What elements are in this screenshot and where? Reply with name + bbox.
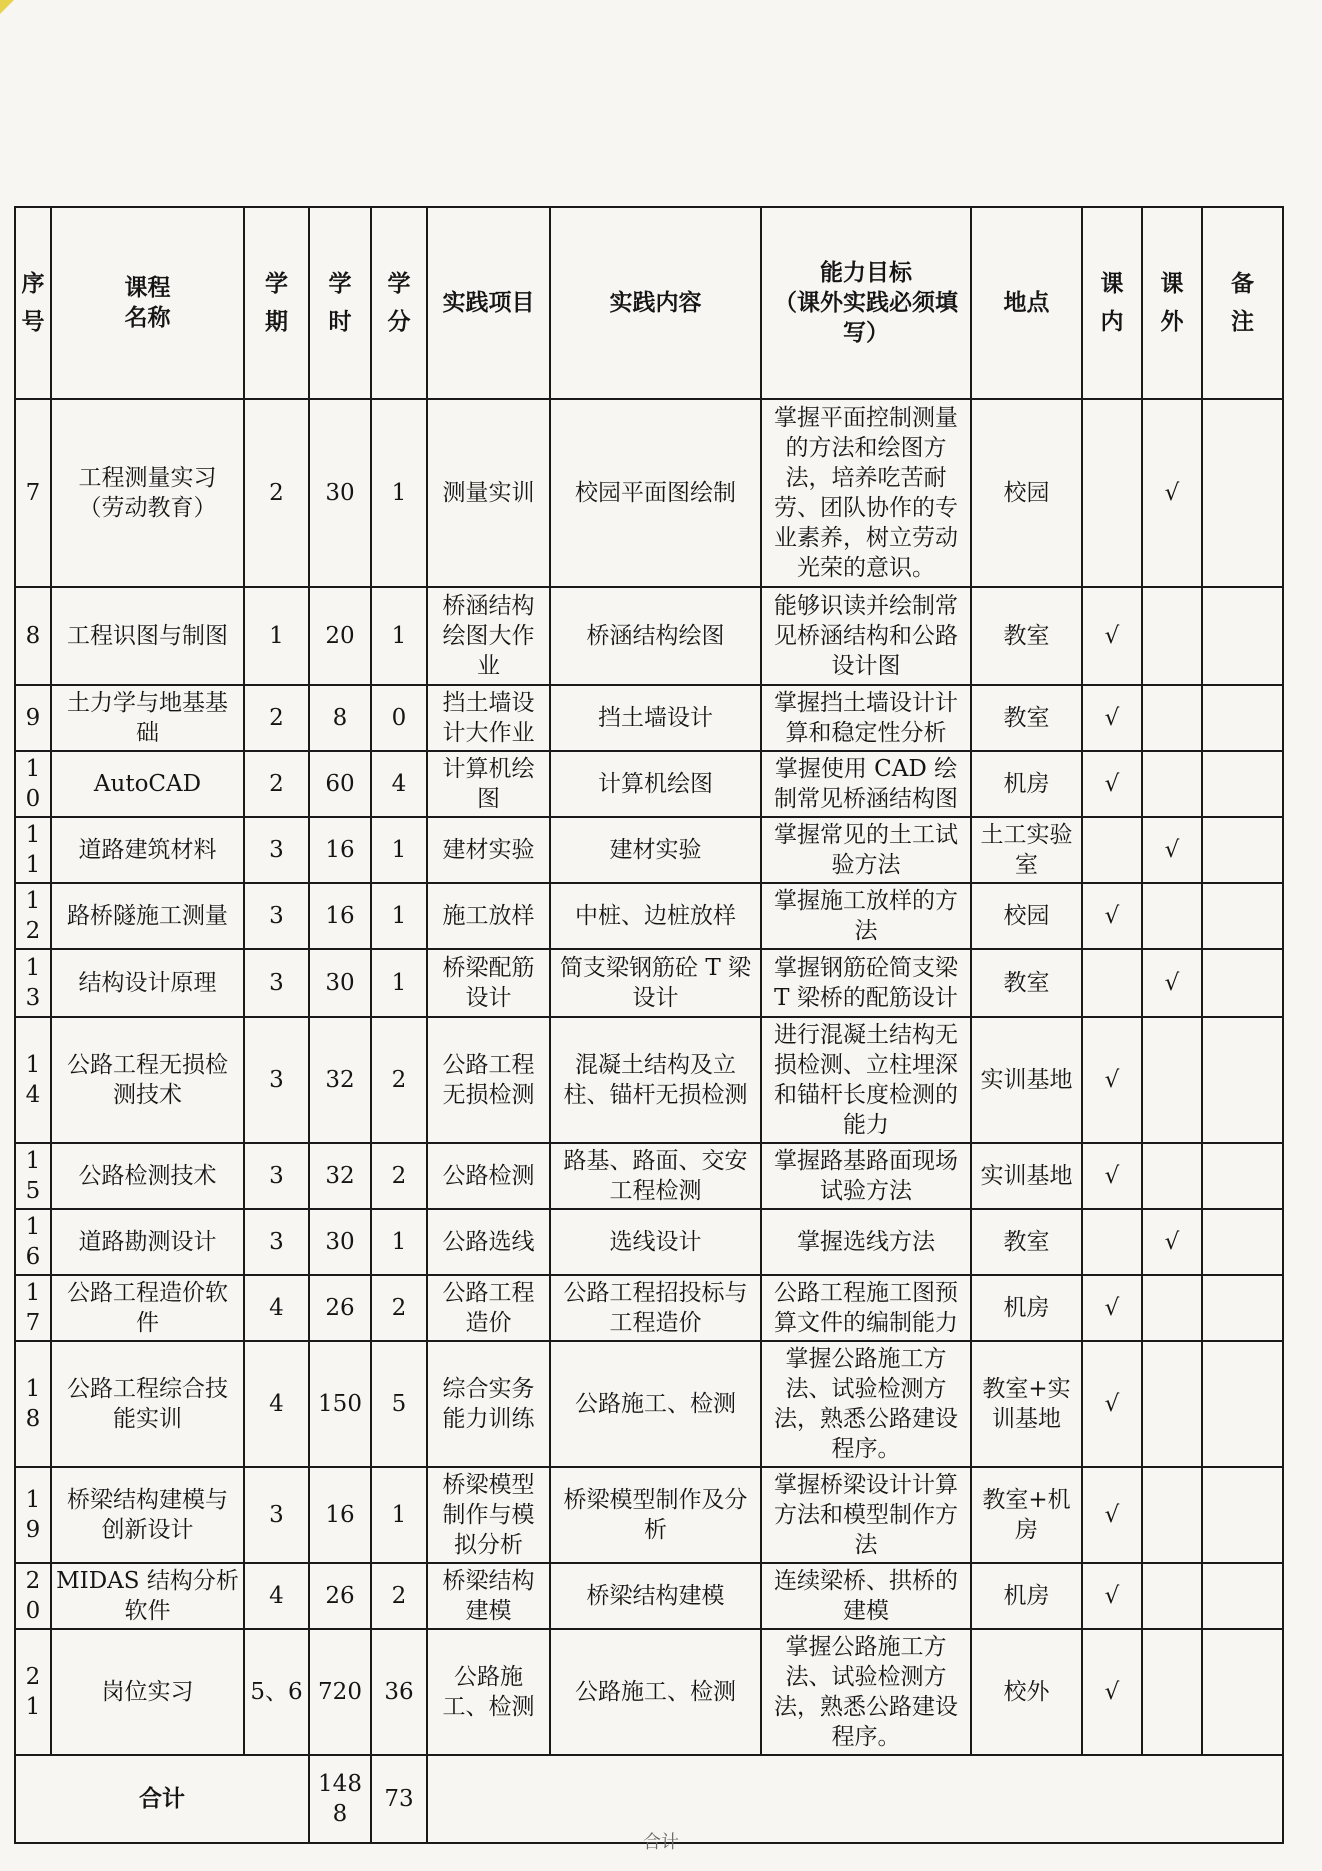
location-cell: 教室: [971, 1209, 1082, 1275]
remark-cell: [1202, 1341, 1283, 1467]
content-cell: 公路施工、检测: [550, 1629, 761, 1755]
seq-cell: 20: [15, 1563, 51, 1629]
course-cell: AutoCAD: [51, 751, 244, 817]
location-cell: 校园: [971, 399, 1082, 587]
table-row: [15, 949, 1283, 1017]
out-class-check: √: [1142, 399, 1202, 587]
goal-cell: 能够识读并绘制常见桥涵结构和公路设计图: [761, 587, 971, 685]
course-cell: 路桥隧施工测量: [51, 883, 244, 949]
location-cell: 教室+机房: [971, 1467, 1082, 1563]
header-credits: 学分: [371, 207, 427, 399]
credits-cell: 4: [371, 751, 427, 817]
goal-cell: 掌握使用 CAD 绘制常见桥涵结构图: [761, 751, 971, 817]
in-class-check: √: [1082, 685, 1142, 751]
content-cell: 挡土墙设计: [550, 685, 761, 751]
remark-cell: [1202, 1017, 1283, 1143]
term-cell: 3: [244, 1467, 309, 1563]
hours-cell: 16: [309, 817, 371, 883]
in-class-check: √: [1082, 1629, 1142, 1755]
credits-cell: 2: [371, 1017, 427, 1143]
content-cell: 公路施工、检测: [550, 1341, 761, 1467]
hours-cell: 16: [309, 1467, 371, 1563]
course-cell: 工程测量实习（劳动教育）: [51, 399, 244, 587]
seq-cell: 21: [15, 1629, 51, 1755]
location-cell: 机房: [971, 751, 1082, 817]
location-cell: 机房: [971, 1563, 1082, 1629]
table-row: [15, 1209, 1283, 1275]
seq-cell: 9: [15, 685, 51, 751]
remark-cell: [1202, 1629, 1283, 1755]
course-cell: 土力学与地基基础: [51, 685, 244, 751]
table-row: [15, 685, 1283, 751]
term-cell: 4: [244, 1341, 309, 1467]
out-class-check: [1142, 883, 1202, 949]
out-class-check: [1142, 1563, 1202, 1629]
project-cell: 桥涵结构绘图大作业: [427, 587, 550, 685]
location-cell: 教室+实训基地: [971, 1341, 1082, 1467]
term-cell: 5、6: [244, 1629, 309, 1755]
content-cell: 选线设计: [550, 1209, 761, 1275]
project-cell: 建材实验: [427, 817, 550, 883]
remark-cell: [1202, 883, 1283, 949]
course-cell: 公路检测技术: [51, 1143, 244, 1209]
term-cell: 2: [244, 751, 309, 817]
course-cell: 桥梁结构建模与创新设计: [51, 1467, 244, 1563]
header-hours: 学时: [309, 207, 371, 399]
in-class-check: √: [1082, 751, 1142, 817]
seq-cell: 16: [15, 1209, 51, 1275]
credits-cell: 36: [371, 1629, 427, 1755]
table-row: [15, 1275, 1283, 1341]
location-cell: 土工实验室: [971, 817, 1082, 883]
out-class-check: [1142, 751, 1202, 817]
content-cell: 校园平面图绘制: [550, 399, 761, 587]
remark-cell: [1202, 949, 1283, 1017]
hours-cell: 20: [309, 587, 371, 685]
header-out-class: 课外: [1142, 207, 1202, 399]
goal-cell: 掌握挡土墙设计计算和稳定性分析: [761, 685, 971, 751]
goal-cell: 掌握路基路面现场试验方法: [761, 1143, 971, 1209]
out-class-check: [1142, 1629, 1202, 1755]
remark-cell: [1202, 1275, 1283, 1341]
table-row: [15, 1563, 1283, 1629]
goal-cell: 掌握平面控制测量的方法和绘图方法，培养吃苦耐劳、团队协作的专业素养，树立劳动光荣的意识。: [761, 399, 971, 587]
header-term: 学期: [244, 207, 309, 399]
out-class-check: [1142, 1467, 1202, 1563]
project-cell: 计算机绘图: [427, 751, 550, 817]
out-class-check: √: [1142, 1209, 1202, 1275]
term-cell: 3: [244, 949, 309, 1017]
hours-cell: 26: [309, 1563, 371, 1629]
out-class-check: [1142, 685, 1202, 751]
seq-cell: 14: [15, 1017, 51, 1143]
table-body: [15, 399, 1283, 1755]
in-class-check: √: [1082, 1017, 1142, 1143]
project-cell: 桥梁配筋设计: [427, 949, 550, 1017]
remark-cell: [1202, 1143, 1283, 1209]
project-cell: 公路工程无损检测: [427, 1017, 550, 1143]
in-class-check: [1082, 949, 1142, 1017]
credits-cell: 1: [371, 1467, 427, 1563]
table-row: [15, 1017, 1283, 1143]
credits-cell: 5: [371, 1341, 427, 1467]
project-cell: 公路选线: [427, 1209, 550, 1275]
practice-course-table: [14, 206, 1284, 1844]
header-seq: 序号: [15, 207, 51, 399]
project-cell: 公路检测: [427, 1143, 550, 1209]
location-cell: 教室: [971, 949, 1082, 1017]
in-class-check: [1082, 817, 1142, 883]
remark-cell: [1202, 587, 1283, 685]
term-cell: 3: [244, 1017, 309, 1143]
in-class-check: √: [1082, 1341, 1142, 1467]
project-cell: 施工放样: [427, 883, 550, 949]
seq-cell: 15: [15, 1143, 51, 1209]
content-cell: 混凝土结构及立柱、锚杆无损检测: [550, 1017, 761, 1143]
credits-cell: 1: [371, 399, 427, 587]
out-class-check: √: [1142, 817, 1202, 883]
credits-cell: 1: [371, 587, 427, 685]
goal-cell: 掌握公路施工方法、试验检测方法，熟悉公路建设程序。: [761, 1629, 971, 1755]
course-cell: 公路工程综合技能实训: [51, 1341, 244, 1467]
location-cell: 校外: [971, 1629, 1082, 1755]
location-cell: 校园: [971, 883, 1082, 949]
in-class-check: √: [1082, 1143, 1142, 1209]
total-credits: 73: [371, 1755, 427, 1843]
table-row: [15, 1629, 1283, 1755]
table-row: [15, 587, 1283, 685]
goal-cell: 掌握选线方法: [761, 1209, 971, 1275]
project-cell: 挡土墙设计大作业: [427, 685, 550, 751]
content-cell: 公路工程招投标与工程造价: [550, 1275, 761, 1341]
remark-cell: [1202, 685, 1283, 751]
content-cell: 简支梁钢筋砼 T 梁设计: [550, 949, 761, 1017]
table-row: [15, 1467, 1283, 1563]
out-class-check: [1142, 1341, 1202, 1467]
in-class-check: [1082, 399, 1142, 587]
seq-cell: 11: [15, 817, 51, 883]
out-class-check: [1142, 1275, 1202, 1341]
seq-cell: 12: [15, 883, 51, 949]
seq-cell: 19: [15, 1467, 51, 1563]
location-cell: 实训基地: [971, 1017, 1082, 1143]
header-in-class: 课内: [1082, 207, 1142, 399]
hours-cell: 60: [309, 751, 371, 817]
table-row: [15, 817, 1283, 883]
table-row: [15, 399, 1283, 587]
remark-cell: [1202, 1209, 1283, 1275]
term-cell: 3: [244, 817, 309, 883]
header-remark: 备注: [1202, 207, 1283, 399]
content-cell: 桥梁结构建模: [550, 1563, 761, 1629]
content-cell: 路基、路面、交安工程检测: [550, 1143, 761, 1209]
location-cell: 机房: [971, 1275, 1082, 1341]
credits-cell: 1: [371, 883, 427, 949]
table-row: [15, 1143, 1283, 1209]
in-class-check: [1082, 1209, 1142, 1275]
location-cell: 教室: [971, 685, 1082, 751]
remark-cell: [1202, 751, 1283, 817]
goal-cell: 进行混凝土结构无损检测、立柱埋深和锚杆长度检测的能力: [761, 1017, 971, 1143]
scan-corner-mark: [0, 0, 14, 14]
term-cell: 3: [244, 1143, 309, 1209]
content-cell: 计算机绘图: [550, 751, 761, 817]
goal-cell: 连续梁桥、拱桥的建模: [761, 1563, 971, 1629]
total-hours: 1488: [309, 1755, 371, 1843]
header-location: 地点: [971, 207, 1082, 399]
remark-cell: [1202, 399, 1283, 587]
term-cell: 1: [244, 587, 309, 685]
term-cell: 2: [244, 399, 309, 587]
table-row: [15, 751, 1283, 817]
in-class-check: √: [1082, 587, 1142, 685]
credits-cell: 0: [371, 685, 427, 751]
hours-cell: 30: [309, 1209, 371, 1275]
header-project: 实践项目: [427, 207, 550, 399]
credits-cell: 2: [371, 1143, 427, 1209]
in-class-check: √: [1082, 883, 1142, 949]
remark-cell: [1202, 1467, 1283, 1563]
project-cell: 桥梁模型制作与模拟分析: [427, 1467, 550, 1563]
hours-cell: 8: [309, 685, 371, 751]
course-cell: 公路工程无损检测技术: [51, 1017, 244, 1143]
credits-cell: 2: [371, 1275, 427, 1341]
seq-cell: 13: [15, 949, 51, 1017]
location-cell: 教室: [971, 587, 1082, 685]
term-cell: 3: [244, 883, 309, 949]
goal-cell: 掌握公路施工方法、试验检测方法，熟悉公路建设程序。: [761, 1341, 971, 1467]
seq-cell: 18: [15, 1341, 51, 1467]
header-course: 课程 名称: [51, 207, 244, 399]
in-class-check: √: [1082, 1563, 1142, 1629]
header-goal: 能力目标 （课外实践必须填 写）: [761, 207, 971, 399]
out-class-check: [1142, 587, 1202, 685]
page-footer-mark: 合计: [643, 1832, 679, 1853]
project-cell: 公路工程造价: [427, 1275, 550, 1341]
goal-cell: 掌握常见的土工试验方法: [761, 817, 971, 883]
in-class-check: √: [1082, 1467, 1142, 1563]
hours-cell: 30: [309, 399, 371, 587]
course-cell: 道路建筑材料: [51, 817, 244, 883]
out-class-check: √: [1142, 949, 1202, 1017]
content-cell: 桥涵结构绘图: [550, 587, 761, 685]
term-cell: 2: [244, 685, 309, 751]
location-cell: 实训基地: [971, 1143, 1082, 1209]
hours-cell: 150: [309, 1341, 371, 1467]
project-cell: 公路施工、检测: [427, 1629, 550, 1755]
remark-cell: [1202, 1563, 1283, 1629]
table-row: [15, 883, 1283, 949]
seq-cell: 7: [15, 399, 51, 587]
project-cell: 测量实训: [427, 399, 550, 587]
goal-cell: 掌握桥梁设计计算方法和模型制作方法: [761, 1467, 971, 1563]
term-cell: 4: [244, 1563, 309, 1629]
credits-cell: 1: [371, 1209, 427, 1275]
project-cell: 桥梁结构建模: [427, 1563, 550, 1629]
hours-cell: 720: [309, 1629, 371, 1755]
course-cell: 结构设计原理: [51, 949, 244, 1017]
goal-cell: 掌握施工放样的方法: [761, 883, 971, 949]
header-content: 实践内容: [550, 207, 761, 399]
content-cell: 建材实验: [550, 817, 761, 883]
course-cell: MIDAS 结构分析软件: [51, 1563, 244, 1629]
out-class-check: [1142, 1143, 1202, 1209]
hours-cell: 26: [309, 1275, 371, 1341]
course-cell: 岗位实习: [51, 1629, 244, 1755]
term-cell: 4: [244, 1275, 309, 1341]
table-row: [15, 1341, 1283, 1467]
course-cell: 公路工程造价软件: [51, 1275, 244, 1341]
table-header-row: [15, 207, 1283, 399]
course-cell: 道路勘测设计: [51, 1209, 244, 1275]
hours-cell: 30: [309, 949, 371, 1017]
credits-cell: 1: [371, 949, 427, 1017]
in-class-check: √: [1082, 1275, 1142, 1341]
content-cell: 桥梁模型制作及分析: [550, 1467, 761, 1563]
course-cell: 工程识图与制图: [51, 587, 244, 685]
term-cell: 3: [244, 1209, 309, 1275]
goal-cell: 掌握钢筋砼简支梁 T 梁桥的配筋设计: [761, 949, 971, 1017]
credits-cell: 1: [371, 817, 427, 883]
content-cell: 中桩、边桩放样: [550, 883, 761, 949]
remark-cell: [1202, 817, 1283, 883]
credits-cell: 2: [371, 1563, 427, 1629]
seq-cell: 8: [15, 587, 51, 685]
out-class-check: [1142, 1017, 1202, 1143]
hours-cell: 32: [309, 1143, 371, 1209]
hours-cell: 16: [309, 883, 371, 949]
seq-cell: 10: [15, 751, 51, 817]
seq-cell: 17: [15, 1275, 51, 1341]
hours-cell: 32: [309, 1017, 371, 1143]
project-cell: 综合实务能力训练: [427, 1341, 550, 1467]
goal-cell: 公路工程施工图预算文件的编制能力: [761, 1275, 971, 1341]
total-label: 合计: [15, 1755, 309, 1843]
